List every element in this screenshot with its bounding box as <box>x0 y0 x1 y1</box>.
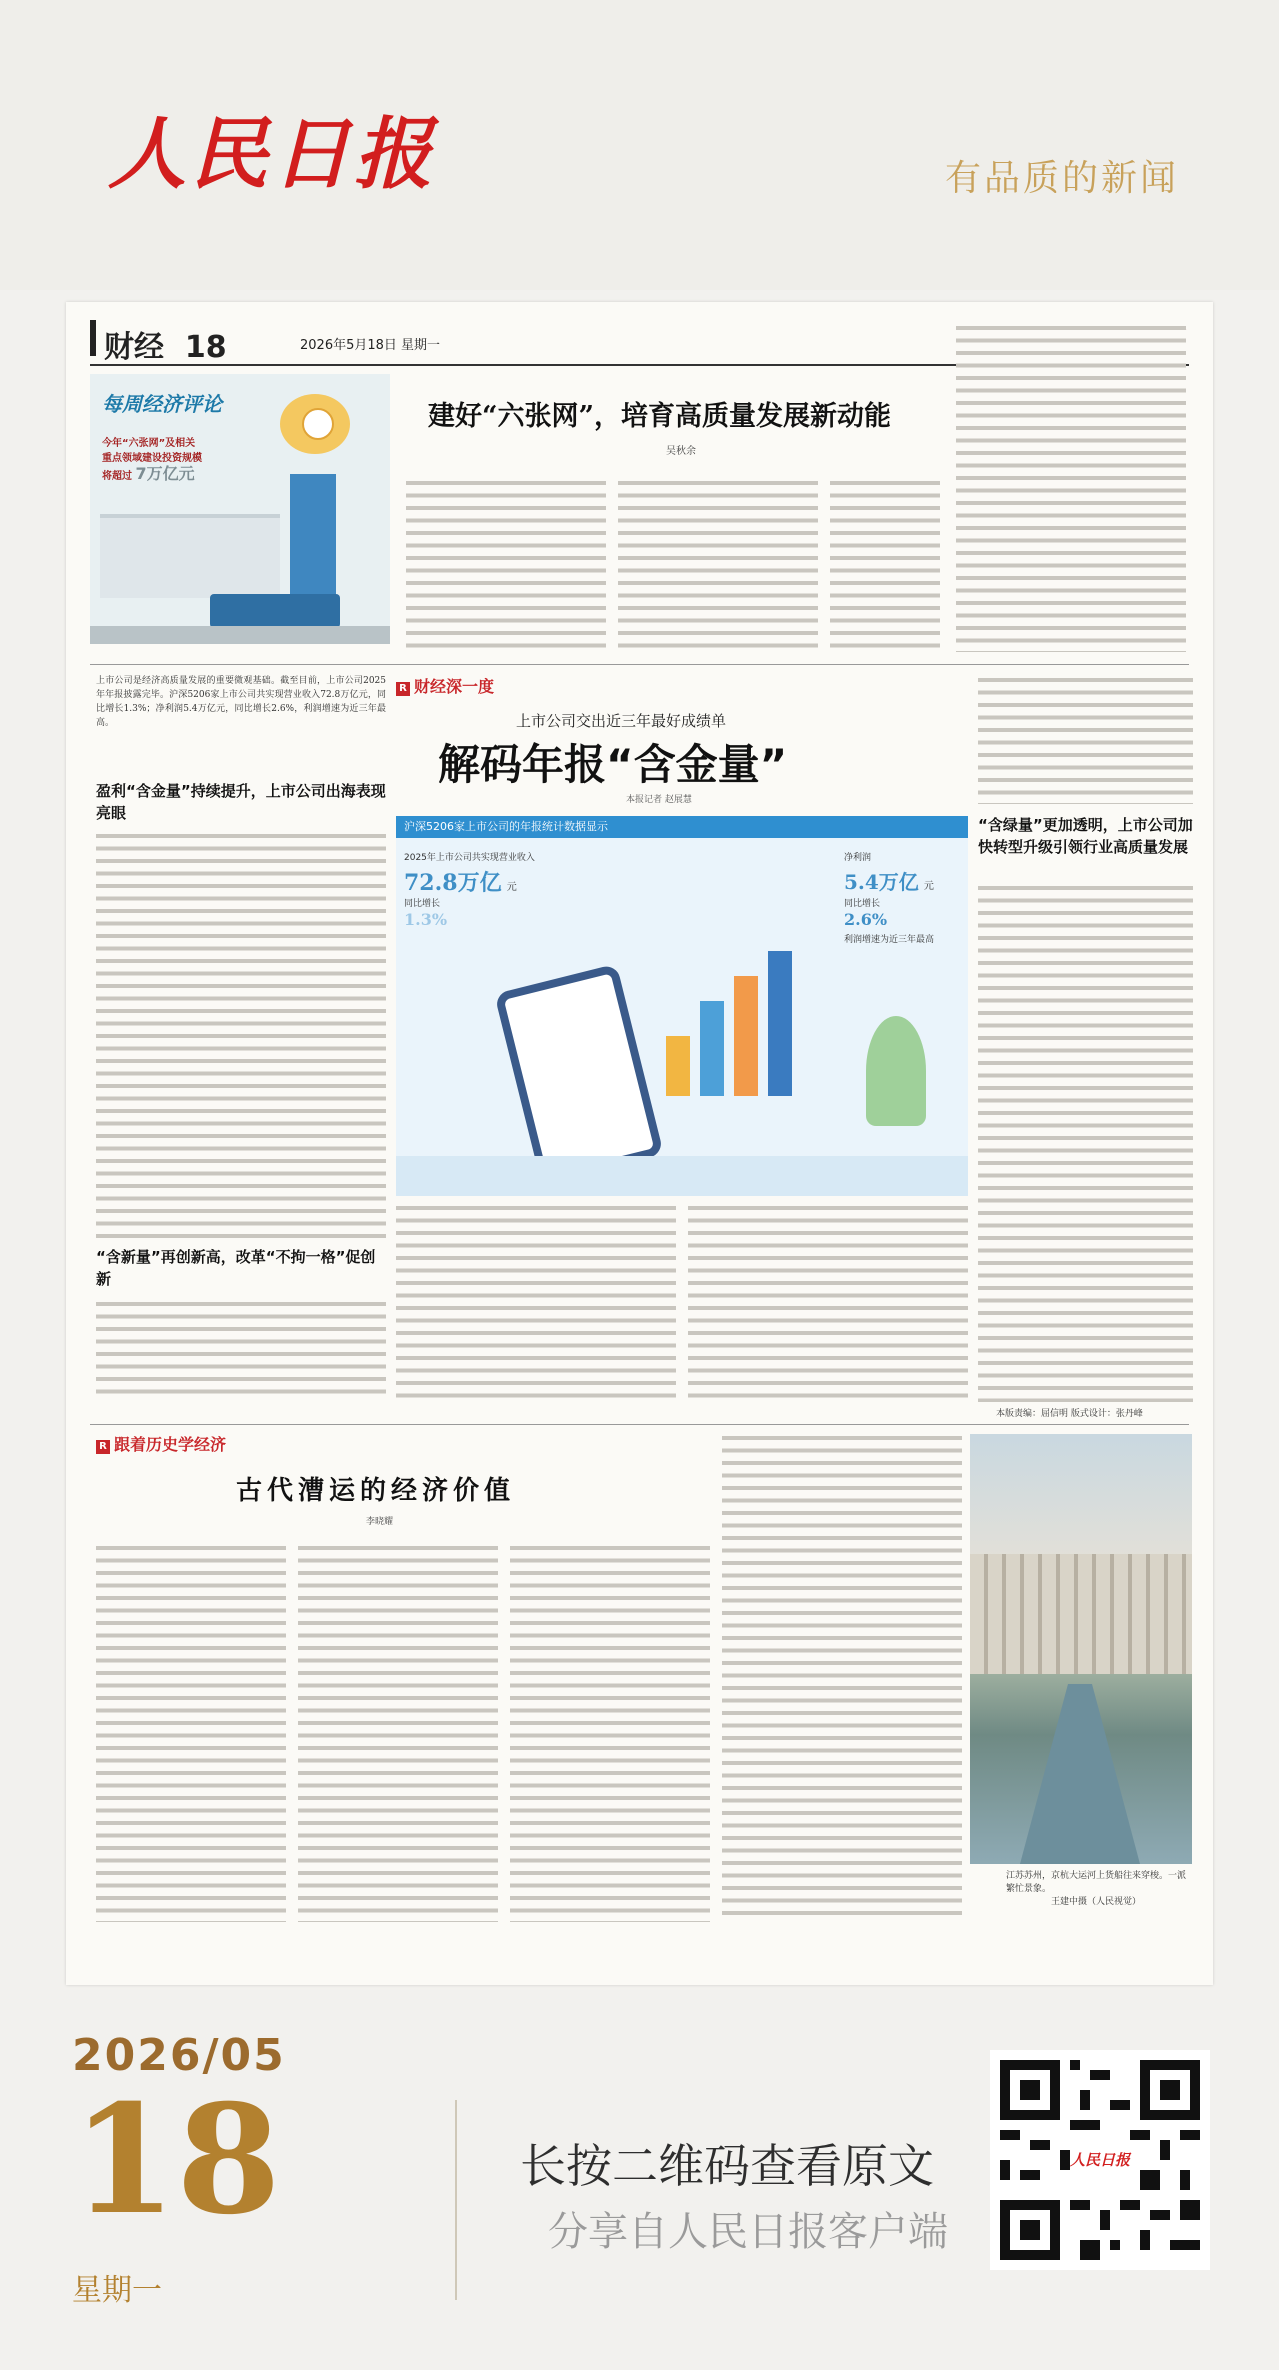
feature-byline: 本报记者 赵展慧 <box>626 795 692 805</box>
feature-credits: 本版责编：屈信明 版式设计：张丹峰 <box>996 1409 1143 1419</box>
footer-year-month: 2026/05 <box>72 2030 286 2081</box>
feature-kicker: 上市公司交出近三年最好成绩单 <box>516 712 727 730</box>
stat2-value: 5.4万亿 <box>844 870 919 894</box>
footer-divider <box>455 2100 457 2300</box>
stat1-value-wrap <box>404 866 517 897</box>
photo-caption: 江苏苏州，京杭大运河上货船往来穿梭。一派繁忙景象。 王建中摄（人民视觉） <box>1006 1871 1187 1907</box>
feature-body-center-2 <box>688 1202 968 1402</box>
footer-instruction: 长按二维码查看原文 <box>520 2139 934 2193</box>
coin-icon <box>302 408 334 440</box>
history-author: 李晓耀 <box>366 1517 394 1527</box>
section-divider-2 <box>90 1424 1189 1425</box>
feature-body-center-1 <box>396 1202 676 1402</box>
phone-illustration <box>494 964 664 1185</box>
stat2-label: 净利润 <box>844 853 872 863</box>
bar-chart-illustration <box>666 946 796 1096</box>
stat2-note: 利润增速为近三年最高 <box>844 935 935 945</box>
feature-body-right-2 <box>978 882 1193 1402</box>
history-body-2 <box>298 1542 498 1922</box>
footer-weekday: 星期一 <box>72 2273 162 2308</box>
masthead-bar <box>90 320 96 356</box>
feature-subhead-3: “含绿量”更加透明，上市公司加快转型升级引领行业高质量发展 <box>978 816 1193 856</box>
ground-illustration <box>396 1156 968 1196</box>
commentary-body-1 <box>406 477 606 652</box>
stat2-change: 2.6% <box>844 910 888 929</box>
history-headline[interactable]: 古代漕运的经济价值 <box>236 1476 516 1506</box>
commentary-body-3 <box>830 477 940 652</box>
infographic <box>396 816 968 1196</box>
footer-day: 18 <box>72 2072 281 2248</box>
canal-photo[interactable] <box>970 1434 1192 1864</box>
stat1-unit: 元 <box>506 882 517 893</box>
commentary-illustration <box>90 374 390 644</box>
plant-illustration <box>866 1016 926 1126</box>
truck-shape <box>210 594 340 628</box>
commentary-body-2 <box>618 477 818 652</box>
photo-canal <box>1020 1684 1140 1864</box>
photo-buildings <box>970 1554 1192 1674</box>
history-tag: R 跟着历史学经济 <box>96 1432 226 1455</box>
commentary-column-badge: 每周经济评论 <box>102 392 222 416</box>
stat2-value-wrap <box>844 866 934 895</box>
qr-center-logo: 人民日报 <box>1070 2130 1130 2190</box>
commentary-promo: 今年“六张网”及相关 重点领域建设投资规模 将超过 7万亿元 <box>102 438 202 483</box>
stat1-change: 1.3% <box>404 910 448 929</box>
feature-lead-text: 上市公司是经济高质量发展的重要微观基础。截至目前，上市公司2025年年报披露完毕。沪深5206家上市公司共实现营业收入72.8万亿元，同比增长1.3%；净利润5.4万亿元，同比增长2.6%，利润增速为近三年最高。 <box>96 676 386 728</box>
section-divider <box>90 664 1189 665</box>
stat1-change-label: 同比增长 <box>404 899 441 909</box>
commentary-body-4 <box>956 322 1186 652</box>
history-body-3 <box>510 1542 710 1922</box>
feature-body-left-2 <box>96 1298 386 1398</box>
infographic-title: 沪深5206家上市公司的年报统计数据显示 <box>396 816 968 838</box>
people-daily-logo: 人民日报 <box>108 109 437 200</box>
stat2-change-label: 同比增长 <box>844 899 881 909</box>
commentary-author: 吴秋余 <box>666 446 696 457</box>
header-slogan: 有品质的新闻 <box>944 158 1179 199</box>
stat2-unit: 元 <box>923 881 934 892</box>
feature-body-right-1 <box>978 674 1193 804</box>
section-label: 财经 18 <box>104 330 227 365</box>
footer-share-source: 分享自人民日报客户端 <box>548 2209 948 2255</box>
server-tower-shape <box>290 474 336 604</box>
feature-tag: R 财经深一度 <box>396 674 494 697</box>
history-body-1 <box>96 1542 286 1922</box>
newspaper-page[interactable] <box>66 302 1213 1985</box>
stat1-value: 72.8万亿 <box>404 870 502 896</box>
page-date: 2026年5月18日 星期一 <box>300 338 441 353</box>
commentary-headline[interactable]: 建好“六张网”，培育高质量发展新动能 <box>428 401 892 432</box>
history-body-4 <box>722 1432 962 1922</box>
road-shape <box>90 626 390 644</box>
feature-body-left-1 <box>96 830 386 1240</box>
warehouse-shape <box>100 514 280 598</box>
feature-subhead-2: “含新量”再创新高，改革“不拘一格”促创新 <box>96 1248 376 1288</box>
stat1-label: 2025年上市公司共实现营业收入 <box>404 853 535 863</box>
app-header <box>0 0 1279 290</box>
feature-subhead-1: 盈利“含金量”持续提升，上市公司出海表现亮眼 <box>96 782 386 822</box>
qr-code[interactable] <box>990 2050 1210 2270</box>
feature-headline[interactable]: 解码年报“含金量” <box>438 740 788 789</box>
